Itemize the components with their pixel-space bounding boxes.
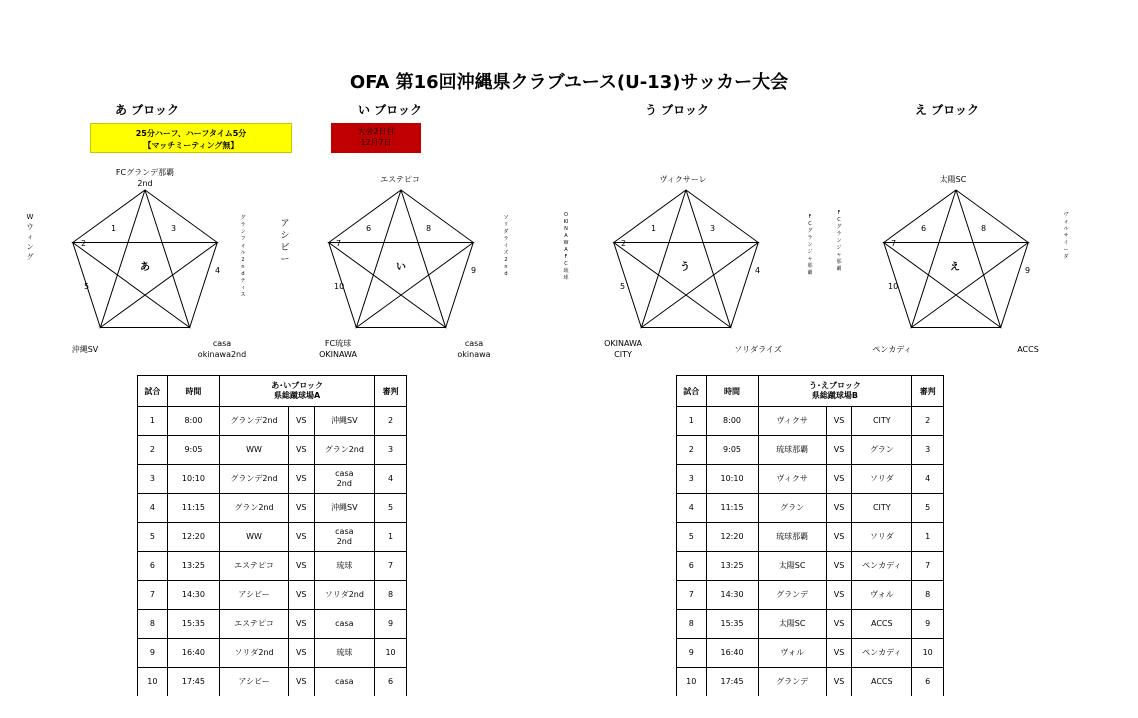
home-team-cell: アシビー	[220, 581, 289, 610]
block-i-team-bottom-left: FC琉球 OKINAWA	[319, 339, 357, 359]
block-e-num-6: 6	[921, 224, 927, 233]
venue-name: 県総蹴球場B	[811, 391, 858, 400]
referee-cell: 6	[912, 668, 944, 697]
referee-cell: 1	[912, 523, 944, 552]
home-team-cell: ヴィクサ	[758, 407, 826, 436]
away-team-cell: ペンカディ	[852, 639, 912, 668]
away-team-cell: CITY	[852, 494, 912, 523]
time-cell: 10:10	[706, 465, 758, 494]
time-cell: 14:30	[706, 581, 758, 610]
away-team-cell: ACCS	[852, 668, 912, 697]
match-number-cell: 10	[677, 668, 707, 697]
vs-cell: VS	[826, 668, 851, 697]
home-team-cell: 琉球那覇	[758, 523, 826, 552]
block-u-heading: う ブロック	[645, 103, 709, 117]
match-number-cell: 1	[138, 407, 168, 436]
block-e-team-right: ヴォルサイーダ	[1063, 212, 1069, 260]
group-name: う･えブロック	[809, 381, 861, 390]
away-team-cell: casa	[314, 610, 375, 639]
referee-cell: 2	[375, 407, 407, 436]
home-team-cell: エステピコ	[220, 552, 289, 581]
col-group	[758, 376, 912, 407]
table-row	[138, 552, 407, 581]
table-row	[138, 407, 407, 436]
table-row	[138, 639, 407, 668]
block-u-team-top: ヴィクサーレ	[659, 175, 707, 184]
block-i-team-bottom-right: casa okinawa	[457, 339, 491, 359]
col-match: 試合	[677, 376, 707, 407]
block-a-num-4: 4	[215, 266, 221, 275]
home-team-cell: グラン	[758, 494, 826, 523]
block-a-num-5: 5	[84, 282, 90, 291]
match-number-cell: 3	[677, 465, 707, 494]
away-team-cell: ソリダ	[852, 523, 912, 552]
vs-cell: VS	[288, 436, 314, 465]
referee-cell: 7	[375, 552, 407, 581]
block-e-team-left: FCグランジャ那覇	[836, 210, 842, 272]
block-u-num-2: 2	[621, 239, 627, 248]
col-referee: 審判	[375, 376, 407, 407]
block-e-num-10: 10	[888, 282, 899, 291]
table-row	[677, 668, 944, 697]
time-cell: 16:40	[167, 639, 219, 668]
match-number-cell: 8	[677, 610, 707, 639]
block-i-team-left: アシビー	[280, 219, 290, 265]
block-a-heading: あ ブロック	[115, 103, 179, 117]
time-cell: 9:05	[706, 436, 758, 465]
referee-cell: 3	[912, 436, 944, 465]
vs-cell: VS	[288, 552, 314, 581]
time-cell: 11:15	[167, 494, 219, 523]
table-header-row	[138, 376, 407, 407]
vs-cell: VS	[826, 581, 851, 610]
block-e-team-bottom-left: ペンカディ	[872, 345, 912, 354]
home-team-cell: グラン2nd	[220, 494, 289, 523]
away-team-cell: グラン	[852, 436, 912, 465]
home-team-cell: WW	[220, 523, 289, 552]
table-row	[138, 610, 407, 639]
time-cell: 10:10	[167, 465, 219, 494]
block-a-team-bottom-right: casa okinawa2nd	[197, 339, 247, 359]
match-number-cell: 9	[138, 639, 168, 668]
away-team-cell: 沖縄SV	[314, 407, 375, 436]
table-row	[138, 494, 407, 523]
time-cell: 15:35	[167, 610, 219, 639]
vs-cell: VS	[826, 552, 851, 581]
block-a-center-label: あ	[140, 262, 150, 273]
table-row	[677, 581, 944, 610]
time-cell: 9:05	[167, 436, 219, 465]
home-team-cell: WW	[220, 436, 289, 465]
table-row	[677, 494, 944, 523]
vs-cell: VS	[288, 639, 314, 668]
home-team-cell: グランデ2nd	[220, 465, 289, 494]
home-team-cell: 琉球那覇	[758, 436, 826, 465]
referee-cell: 4	[375, 465, 407, 494]
col-referee: 審判	[912, 376, 944, 407]
block-i-num-7: 7	[336, 239, 342, 248]
match-number-cell: 6	[677, 552, 707, 581]
note-line-1: 25分ハーフ、ハーフタイム5分	[135, 129, 247, 138]
match-number-cell: 9	[677, 639, 707, 668]
time-cell: 17:45	[706, 668, 758, 697]
table-row	[677, 639, 944, 668]
time-cell: 17:45	[167, 668, 219, 697]
vs-cell: VS	[288, 610, 314, 639]
away-team-cell: 沖縄SV	[314, 494, 375, 523]
match-number-cell: 2	[138, 436, 168, 465]
referee-cell: 8	[912, 581, 944, 610]
table-row	[677, 436, 944, 465]
vs-cell: VS	[826, 523, 851, 552]
col-group	[220, 376, 375, 407]
table-row	[138, 668, 407, 697]
away-team-cell: ソリダ2nd	[314, 581, 375, 610]
home-team-cell: グランデ	[758, 581, 826, 610]
vs-cell: VS	[288, 465, 314, 494]
block-i-num-9: 9	[471, 266, 477, 275]
time-cell: 8:00	[706, 407, 758, 436]
match-number-cell: 2	[677, 436, 707, 465]
away-team-cell: casa 2nd	[314, 523, 375, 552]
vs-cell: VS	[826, 494, 851, 523]
referee-cell: 2	[912, 407, 944, 436]
home-team-cell: 太陽SC	[758, 552, 826, 581]
match-number-cell: 6	[138, 552, 168, 581]
block-i-heading: い ブロック	[358, 103, 422, 117]
table-row	[138, 436, 407, 465]
block-e-num-7: 7	[891, 239, 897, 248]
away-team-cell: 琉球	[314, 552, 375, 581]
block-u-num-3: 3	[710, 224, 716, 233]
match-number-cell: 1	[677, 407, 707, 436]
col-time: 時間	[167, 376, 219, 407]
page-title: OFA 第16回沖縄県クラブユース(U-13)サッカー大会	[349, 72, 789, 93]
away-team-cell: casa 2nd	[314, 465, 375, 494]
away-team-cell: casa	[314, 668, 375, 697]
block-u-team-left: OKINAWA FC琉球	[563, 212, 569, 281]
referee-cell: 10	[375, 639, 407, 668]
home-team-cell: ヴィクサ	[758, 465, 826, 494]
block-a-num-3: 3	[171, 224, 177, 233]
match-number-cell: 10	[138, 668, 168, 697]
block-a-team-right: グランフォル 2nd ティス	[240, 215, 246, 298]
time-cell: 13:25	[706, 552, 758, 581]
block-i-team-right: ソリダライズ 2nd	[503, 215, 509, 277]
table-row	[677, 552, 944, 581]
away-team-cell: グラン2nd	[314, 436, 375, 465]
block-u-team-bottom-left: OKINAWA CITY	[604, 339, 642, 359]
time-cell: 12:20	[167, 523, 219, 552]
match-number-cell: 7	[138, 581, 168, 610]
referee-cell: 9	[912, 610, 944, 639]
home-team-cell: グランデ2nd	[220, 407, 289, 436]
home-team-cell: 太陽SC	[758, 610, 826, 639]
vs-cell: VS	[826, 465, 851, 494]
block-u-team-bottom-right: ソリダライズ	[734, 345, 782, 354]
block-i-num-8: 8	[426, 224, 432, 233]
match-number-cell: 5	[677, 523, 707, 552]
away-team-cell: ソリダ	[852, 465, 912, 494]
block-i-center-label: い	[396, 262, 406, 273]
away-team-cell: ヴォル	[852, 581, 912, 610]
vs-cell: VS	[826, 639, 851, 668]
block-e-team-top: 太陽SC	[939, 175, 967, 184]
block-e-team-bottom-right: ACCS	[1017, 345, 1039, 354]
block-u-num-4: 4	[755, 266, 761, 275]
day-line-2: 12月7日	[360, 138, 392, 147]
match-number-cell: 8	[138, 610, 168, 639]
block-u-num-1: 1	[651, 224, 657, 233]
match-number-cell: 5	[138, 523, 168, 552]
table-row	[138, 523, 407, 552]
vs-cell: VS	[826, 407, 851, 436]
table-row	[138, 465, 407, 494]
match-number-cell: 4	[677, 494, 707, 523]
home-team-cell: ソリダ2nd	[220, 639, 289, 668]
block-a-num-2: 2	[81, 239, 87, 248]
block-i-num-6: 6	[366, 224, 372, 233]
table-row	[138, 581, 407, 610]
time-cell: 8:00	[167, 407, 219, 436]
vs-cell: VS	[826, 436, 851, 465]
block-e-heading: え ブロック	[915, 103, 979, 117]
block-i-team-top: エステピコ	[380, 175, 420, 184]
block-u-num-5: 5	[620, 282, 626, 291]
vs-cell: VS	[288, 494, 314, 523]
block-u-team-right: FCグランジャ 那覇	[807, 214, 813, 276]
block-e-num-8: 8	[981, 224, 987, 233]
vs-cell: VS	[288, 668, 314, 697]
table-row	[677, 407, 944, 436]
block-i-num-10: 10	[334, 282, 345, 291]
referee-cell: 9	[375, 610, 407, 639]
block-a-num-1: 1	[111, 224, 117, 233]
referee-cell: 4	[912, 465, 944, 494]
day-line-1: 大会2日目	[357, 127, 395, 136]
time-cell: 15:35	[706, 610, 758, 639]
block-e-center-label: え	[950, 262, 960, 273]
table-row	[677, 523, 944, 552]
match-number-cell: 3	[138, 465, 168, 494]
home-team-cell: グランデ	[758, 668, 826, 697]
block-e-num-9: 9	[1025, 266, 1031, 275]
match-number-cell: 4	[138, 494, 168, 523]
vs-cell: VS	[826, 610, 851, 639]
block-a-team-left: Wウィング	[26, 213, 34, 261]
venue-name: 県総蹴球場A	[274, 391, 321, 400]
vs-cell: VS	[288, 581, 314, 610]
block-u-center-label: う	[680, 262, 690, 273]
schedule-table-left	[137, 375, 407, 696]
home-team-cell: エステピコ	[220, 610, 289, 639]
referee-cell: 5	[375, 494, 407, 523]
referee-cell: 6	[375, 668, 407, 697]
table-header-row	[677, 376, 944, 407]
home-team-cell: ヴォル	[758, 639, 826, 668]
home-team-cell: アシビー	[220, 668, 289, 697]
time-cell: 16:40	[706, 639, 758, 668]
referee-cell: 3	[375, 436, 407, 465]
vs-cell: VS	[288, 523, 314, 552]
col-match: 試合	[138, 376, 168, 407]
match-number-cell: 7	[677, 581, 707, 610]
time-cell: 13:25	[167, 552, 219, 581]
note-line-2: 【マッチミーティング無】	[143, 141, 239, 150]
col-time: 時間	[706, 376, 758, 407]
away-team-cell: CITY	[852, 407, 912, 436]
time-cell: 12:20	[706, 523, 758, 552]
referee-cell: 5	[912, 494, 944, 523]
referee-cell: 10	[912, 639, 944, 668]
time-cell: 14:30	[167, 581, 219, 610]
table-row	[677, 465, 944, 494]
referee-cell: 8	[375, 581, 407, 610]
table-row	[677, 610, 944, 639]
away-team-cell: 琉球	[314, 639, 375, 668]
away-team-cell: ペンカディ	[852, 552, 912, 581]
time-cell: 11:15	[706, 494, 758, 523]
schedule-table-right	[676, 375, 944, 696]
referee-cell: 7	[912, 552, 944, 581]
away-team-cell: ACCS	[852, 610, 912, 639]
block-a-team-bottom-left: 沖縄SV	[71, 345, 99, 354]
referee-cell: 1	[375, 523, 407, 552]
group-name: あ･いブロック	[271, 381, 324, 390]
vs-cell: VS	[288, 407, 314, 436]
block-a-team-top: FCグランデ那覇 2nd	[115, 168, 175, 188]
